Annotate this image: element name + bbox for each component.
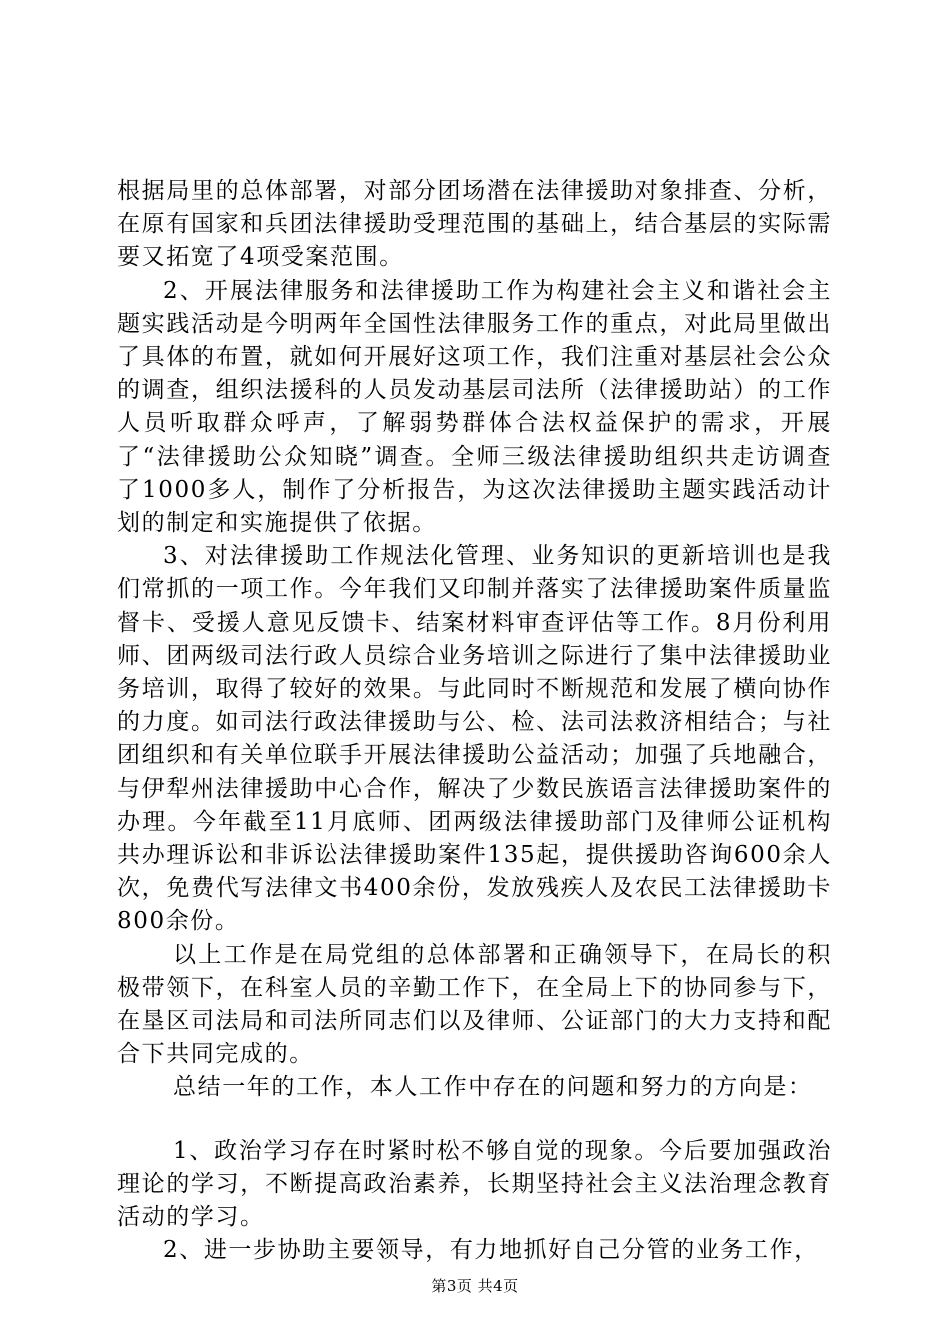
paragraph-item-3: 3、对法律援助工作规法化管理、业务知识的更新培训也是我们常抓的一项工作。今年我们又印制并落实了法律援助案件质量监督卡、受援人意见反馈卡、结案材料审查评估等工作。8月份利用师、团两级司法行政人员综合业务培训之际进行了集中法律援助业务培训，取得了较好的效果。与此同时不断规范和发展了横向协作的力度。如司法行政法律援助与公、检、法司法救济相结合；与社团组织和有关单位联手开展法律援助公益活动；加强了兵地融合，与伊犁州法律援助中心合作，解决了少数民族语言法律援助案件的办理。今年截至11月底师、团两级法律援助部门及律师公证机构共办理诉讼和非诉讼法律援助案件135起，提供援助咨询600余人次，免费代写法律文书400余份，发放残疾人及农民工法律援助卡800余份。 — [117, 543, 832, 935]
paragraph-issue-2: 2、进一步协助主要领导，有力地抓好自己分管的业务工作， — [163, 1237, 819, 1264]
page-footer: 第3页 共4页 — [431, 1277, 519, 1295]
paragraph-summary-intro: 总结一年的工作，本人工作中存在的问题和努力的方向是： — [173, 1074, 813, 1101]
paragraph-acknowledgement: 以上工作是在局党组的总体部署和正确领导下，在局长的积极带领下，在科室人员的辛勤工作下，在全局上下的协同参与下，在垦区司法局和司法所同志们以及律师、公证部门的大力支持和配合下共同完成的。 — [117, 941, 832, 1068]
paragraph-issue-1: 1、政治学习存在时紧时松不够自觉的现象。今后要加强政治理论的学习，不断提高政治素养，长期坚持社会主义法治理念教育活动的学习。 — [117, 1137, 832, 1231]
paragraph-item-2: 2、开展法律服务和法律援助工作为构建社会主义和谐社会主题实践活动是今明两年全国性法律服务工作的重点，对此局里做出了具体的布置，就如何开展好这项工作，我们注重对基层社会公众的调查，组织法援科的人员发动基层司法所（法律援助站）的工作人员听取群众呼声，了解弱势群体合法权益保护的需求，开展了“法律援助公众知晓”调查。全师三级法律援助组织共走访调查了1000多人，制作了分析报告，为这次法律援助主题实践活动计划的制定和实施提供了依据。 — [117, 277, 832, 537]
paragraph-continuation: 根据局里的总体部署，对部分团场潜在法律援助对象排查、分析，在原有国家和兵团法律援助受理范围的基础上，结合基层的实际需要又拓宽了4项受案范围。 — [117, 178, 832, 271]
document-body — [117, 175, 832, 1268]
